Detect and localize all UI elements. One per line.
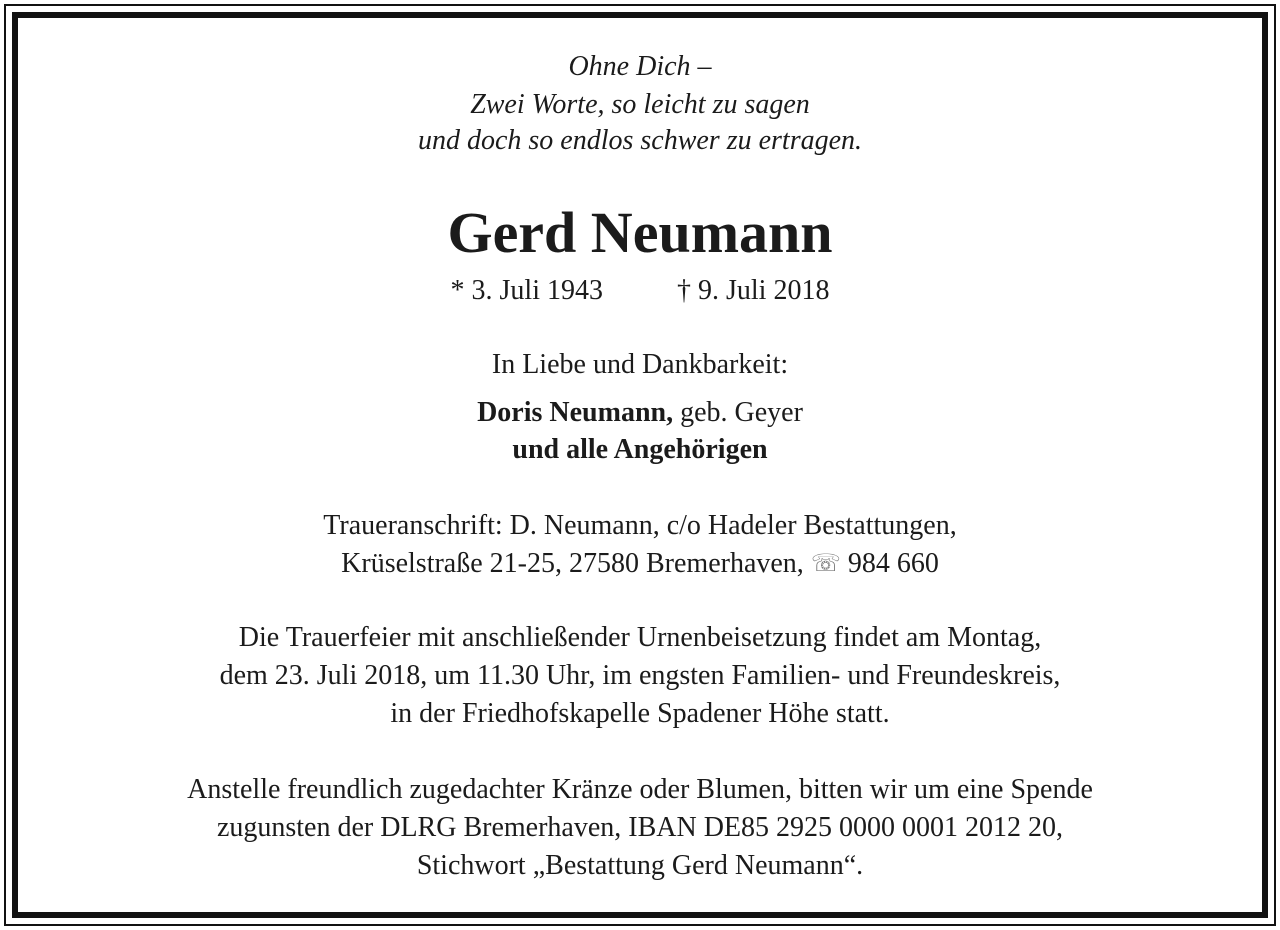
poem-line-2: Zwei Worte, so leicht zu sagen	[470, 89, 810, 120]
other-mourners: und alle Angehörigen	[512, 434, 768, 465]
address-street: Krüselstraße 21-25, 27580 Bremerhaven,	[341, 548, 804, 579]
address-line-1: Traueranschrift: D. Neumann, c/o Hadeler Bestattungen,	[323, 510, 957, 541]
service-line-1: Die Trauerfeier mit anschließender Urnenbeisetzung findet am Montag,	[238, 622, 1042, 653]
obituary-notice	[18, 18, 1262, 912]
death-date: † 9. Juli 2018	[677, 275, 830, 306]
telephone-icon: ☏	[810, 551, 841, 577]
service-line-2: dem 23. Juli 2018, um 11.30 Uhr, im engsten Familien- und Freundeskreis,	[219, 660, 1061, 691]
primary-mourner	[18, 397, 1262, 429]
mourners-intro: In Liebe und Dankbarkeit:	[491, 349, 789, 380]
primary-mourner-maiden-name: geb. Geyer	[680, 397, 803, 428]
phone-number: 984 660	[847, 548, 939, 579]
birth-date: * 3. Juli 1943	[450, 275, 603, 306]
donation-line-2: zugunsten der DLRG Bremerhaven, IBAN DE85 2925 0000 0001 2012 20,	[216, 812, 1064, 843]
deceased-name: Gerd Neumann	[447, 200, 833, 265]
donation-line-3: Stichwort „Bestattung Gerd Neumann“.	[416, 850, 864, 881]
primary-mourner-name: Doris Neumann,	[477, 397, 674, 428]
poem-line-3: und doch so endlos schwer zu ertragen.	[417, 125, 863, 156]
address-line-2	[18, 548, 1262, 580]
life-dates	[18, 275, 1262, 307]
donation-line-1: Anstelle freundlich zugedachter Kränze oder Blumen, bitten wir um eine Spende	[187, 774, 1093, 805]
service-line-3: in der Friedhofskapelle Spadener Höhe statt.	[390, 698, 890, 729]
poem-line-1: Ohne Dich –	[568, 51, 712, 82]
